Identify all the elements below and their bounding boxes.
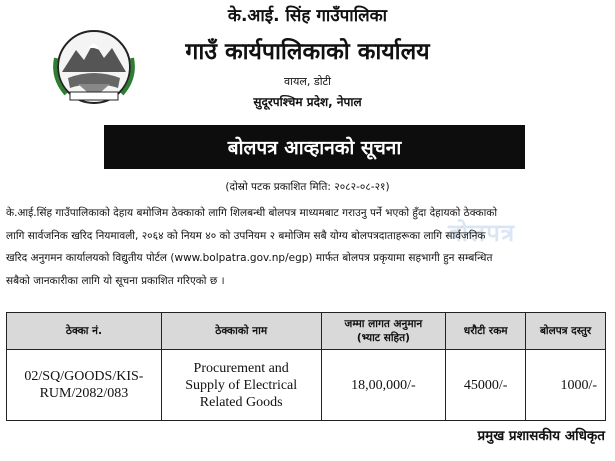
table-row [7,350,606,421]
contract-name-line: Related Goods [199,394,283,410]
contract-name-line: Supply of Electrical [185,377,298,393]
notice-line: के.आई.सिंह गाउँपालिकाको देहाय बमोजिम ठेक्काको लागि शिलबन्धी बोलपत्र माध्यमबाट गराउनु पर्ने भएको हुँदा देहायको ठेक्काको [6,207,498,219]
notice-line: सबैको जानकारीका लागि यो सूचना प्रकाशित गरिएको छ । [6,274,225,287]
cost-estimate-label: जम्मा लागत अनुमान [344,318,423,330]
contract-number [7,350,162,421]
office-address: वायल, डोटी [284,75,331,88]
vat-included-label: (भ्याट सहित) [356,332,410,344]
contract-name [161,350,321,421]
contract-number-line: RUM/2082/083 [39,386,129,401]
deposit-value: 45000/- [446,350,526,421]
cost-estimate-value: 18,00,000/- [321,350,446,421]
contract-name-line: Procurement and [193,360,289,376]
notice-line: लागि सार्वजनिक खरिद नियमावली, २०६४ को नियम ४० को उपनियम २ बमोजिम सबै योग्य बोलपत्रदाताहरूका लागि सार्वजनिक [6,229,486,242]
office-name: गाउँ कार्यपालिकाको कार्यालय [185,39,430,65]
publication-date: (दोस्रो पटक प्रकाशित मिति: २०८२-०८-२१) [225,181,390,193]
col-header-cost-estimate [321,313,446,350]
col-header-deposit: धरौटी रकम [446,313,526,350]
tender-table [6,312,606,421]
notice-title: बोलपत्र आव्हानको सूचना [227,137,402,159]
table-header-row [7,313,606,350]
watermark-text: बोलपत्र [448,219,516,247]
municipality-name: के.आई. सिंह गाउँपालिका [227,6,388,26]
notice-body [6,202,607,292]
notice-title-banner [104,125,525,169]
notice-line: खरिद अनुगमन कार्यालयको विद्युतीय पोर्टल (www.bolpatra.gov.np/egp) मार्फत बोलपत्र प्रकृयामा सहभागी हुन सम्बन्धित [6,252,493,264]
col-header-fee: बोलपत्र दस्तुर [526,313,606,350]
contract-number-line: 02/SQ/GOODS/KIS- [24,369,144,384]
col-header-contract-no: ठेक्का नं. [7,313,162,350]
fee-value: 1000/- [526,350,606,421]
col-header-contract-name: ठेक्काको नाम [161,313,321,350]
signatory-title: प्रमुख प्रशासकीय अधिकृत [477,428,605,444]
province-name: सुदूरपश्चिम प्रदेश, नेपाल [253,95,362,109]
